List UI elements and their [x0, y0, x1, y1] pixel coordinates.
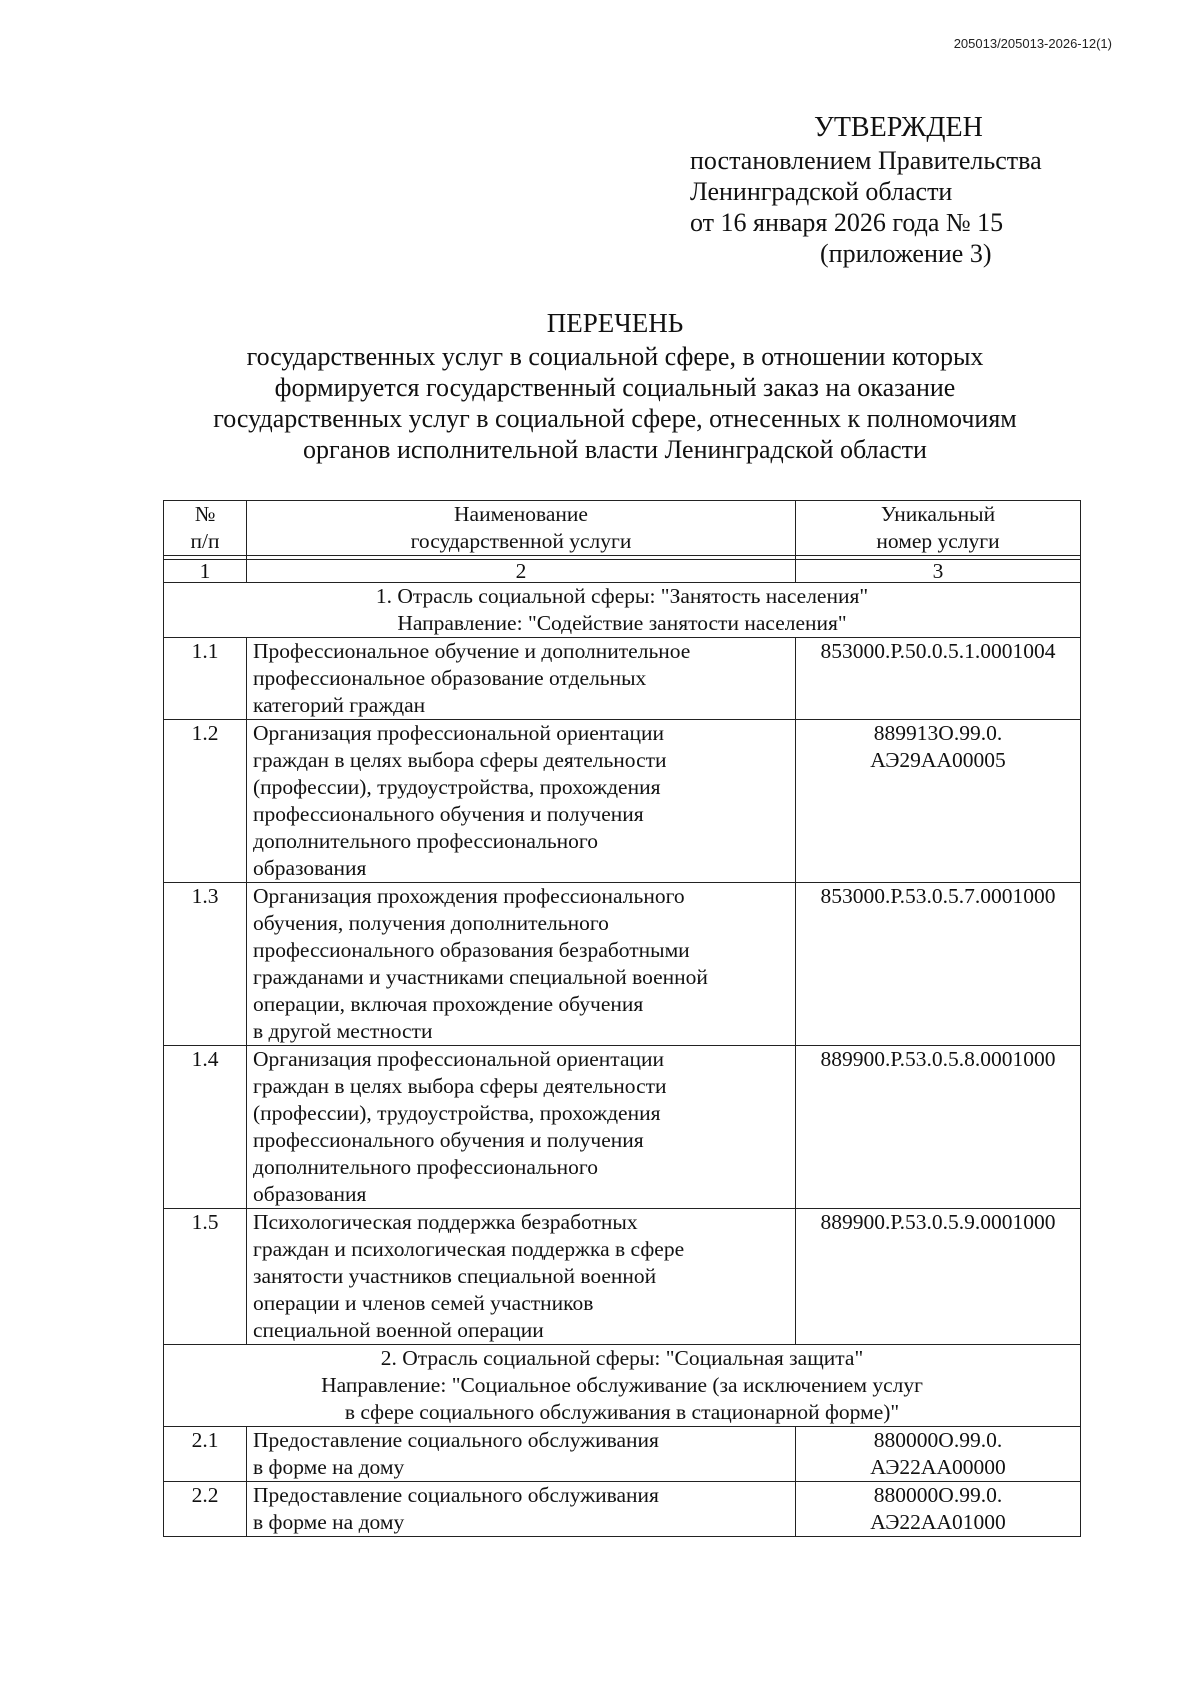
header-service-name: Наименование государственной услуги	[247, 501, 796, 556]
row-number: 1.3	[164, 883, 247, 1046]
service-name-line: граждан и психологическая поддержка в сфере	[253, 1237, 685, 1261]
approval-title: УТВЕРЖДЕН	[814, 112, 983, 143]
service-code-line: 880000О.99.0.	[873, 1428, 1003, 1452]
column-index-row	[164, 560, 1081, 583]
table-row	[164, 1482, 1081, 1537]
service-name	[247, 1209, 796, 1345]
service-name-line: Организация профессиональной ориентации	[253, 1047, 664, 1071]
column-index: 2	[247, 560, 796, 583]
service-name-line: категорий граждан	[253, 693, 426, 717]
service-name-line: гражданами и участниками специальной военной	[253, 965, 708, 989]
table-row	[164, 883, 1081, 1046]
service-name-line: граждан в целях выбора сферы деятельности	[253, 748, 667, 772]
service-name-line: образования	[253, 856, 367, 880]
service-name-line: Организация прохождения профессионального	[253, 884, 685, 908]
service-name-line: Организация профессиональной ориентации	[253, 721, 664, 745]
service-code-line: АЭ22АА00000	[870, 1455, 1006, 1479]
document-id: 205013/205013-2026-12(1)	[953, 36, 1112, 51]
header-number: № п/п	[164, 501, 247, 556]
service-name-line: обучения, получения дополнительного	[253, 911, 609, 935]
service-name-line: операции и членов семей участников	[253, 1291, 594, 1315]
section-title-line: Направление: "Социальное обслуживание (за исключением услуг	[321, 1373, 923, 1397]
column-index: 1	[164, 560, 247, 583]
service-name-line: профессионального обучения и получения	[253, 1128, 644, 1152]
service-code-line: 853000.Р.53.0.5.7.0001000	[820, 884, 1056, 908]
table-row	[164, 1427, 1081, 1482]
service-name	[247, 1427, 796, 1482]
row-number: 1.2	[164, 720, 247, 883]
service-code	[796, 638, 1081, 720]
service-name	[247, 1046, 796, 1209]
section-title	[164, 583, 1081, 638]
service-name-line: в другой местности	[253, 1019, 433, 1043]
approval-line: Ленинградской области	[690, 177, 953, 206]
service-name-line: образования	[253, 1182, 367, 1206]
section-title	[164, 1345, 1081, 1427]
approval-line: от 16 января 2026 года № 15	[690, 208, 1004, 237]
heading-line: органов исполнительной власти Ленинградской области	[303, 435, 927, 464]
service-name-line: занятости участников специальной военной	[253, 1264, 657, 1288]
service-name-line: профессионального обучения и получения	[253, 802, 644, 826]
service-code-line: АЭ22АА01000	[870, 1510, 1006, 1534]
service-name-line: специальной военной операции	[253, 1318, 544, 1342]
service-name-line: профессионального образования безработными	[253, 938, 690, 962]
service-name	[247, 1482, 796, 1537]
table-row	[164, 638, 1081, 720]
heading-title: ПЕРЕЧЕНЬ	[546, 308, 684, 338]
row-number: 1.1	[164, 638, 247, 720]
section-title-line: Направление: "Содействие занятости населения"	[397, 611, 847, 635]
section-title-line: в сфере социального обслуживания в стационарной форме)"	[344, 1400, 900, 1424]
document-heading	[150, 308, 1080, 465]
service-name-line: в форме на дому	[253, 1510, 405, 1534]
section-header-row	[164, 583, 1081, 638]
service-code-line: 889900.Р.53.0.5.8.0001000	[820, 1047, 1056, 1071]
service-code	[796, 1427, 1081, 1482]
service-name-line: Психологическая поддержка безработных	[253, 1210, 638, 1234]
approval-appendix: (приложение 3)	[820, 239, 992, 268]
service-code-line: 889900.Р.53.0.5.9.0001000	[820, 1210, 1056, 1234]
header-service-code: Уникальный номер услуги	[796, 501, 1081, 556]
service-name-line: (профессии), трудоустройства, прохождения	[253, 775, 661, 799]
service-code-line: 889913О.99.0.	[873, 721, 1003, 745]
service-name-line: профессиональное образование отдельных	[253, 666, 647, 690]
section-title-line: 2. Отрасль социальной сферы: "Социальная защита"	[380, 1346, 864, 1370]
section-title-line: 1. Отрасль социальной сферы: "Занятость населения"	[375, 584, 869, 608]
approval-line: постановлением Правительства	[690, 146, 1042, 175]
service-name-line: в форме на дому	[253, 1455, 405, 1479]
table-row	[164, 1209, 1081, 1345]
service-name-line: Предоставление социального обслуживания	[253, 1483, 659, 1507]
table-row	[164, 1046, 1081, 1209]
service-name-line: граждан в целях выбора сферы деятельности	[253, 1074, 667, 1098]
service-code	[796, 720, 1081, 883]
heading-line: государственных услуг в социальной сфере, в отношении которых	[246, 342, 984, 371]
table-header-row	[164, 501, 1081, 556]
service-code-line: 853000.Р.50.0.5.1.0001004	[820, 639, 1056, 663]
row-number: 1.5	[164, 1209, 247, 1345]
service-name	[247, 638, 796, 720]
row-number: 2.2	[164, 1482, 247, 1537]
service-name-line: Предоставление социального обслуживания	[253, 1428, 659, 1452]
service-name-line: Профессиональное обучение и дополнительное	[253, 639, 691, 663]
heading-line: государственных услуг в социальной сфере, отнесенных к полномочиям	[213, 404, 1017, 433]
service-code	[796, 883, 1081, 1046]
table-row	[164, 720, 1081, 883]
service-name-line: операции, включая прохождение обучения	[253, 992, 644, 1016]
service-code-line: 880000О.99.0.	[873, 1483, 1003, 1507]
heading-line: формируется государственный социальный заказ на оказание	[274, 373, 956, 402]
service-code	[796, 1482, 1081, 1537]
service-name-line: (профессии), трудоустройства, прохождения	[253, 1101, 661, 1125]
column-index: 3	[796, 560, 1081, 583]
service-code	[796, 1209, 1081, 1345]
service-code-line: АЭ29АА00005	[870, 748, 1006, 772]
row-number: 1.4	[164, 1046, 247, 1209]
service-name-line: дополнительного профессионального	[253, 1155, 598, 1179]
approval-stamp	[690, 112, 1042, 269]
services-table	[163, 500, 1081, 1537]
row-number: 2.1	[164, 1427, 247, 1482]
service-name	[247, 720, 796, 883]
service-code	[796, 1046, 1081, 1209]
service-name-line: дополнительного профессионального	[253, 829, 598, 853]
section-header-row	[164, 1345, 1081, 1427]
service-name	[247, 883, 796, 1046]
